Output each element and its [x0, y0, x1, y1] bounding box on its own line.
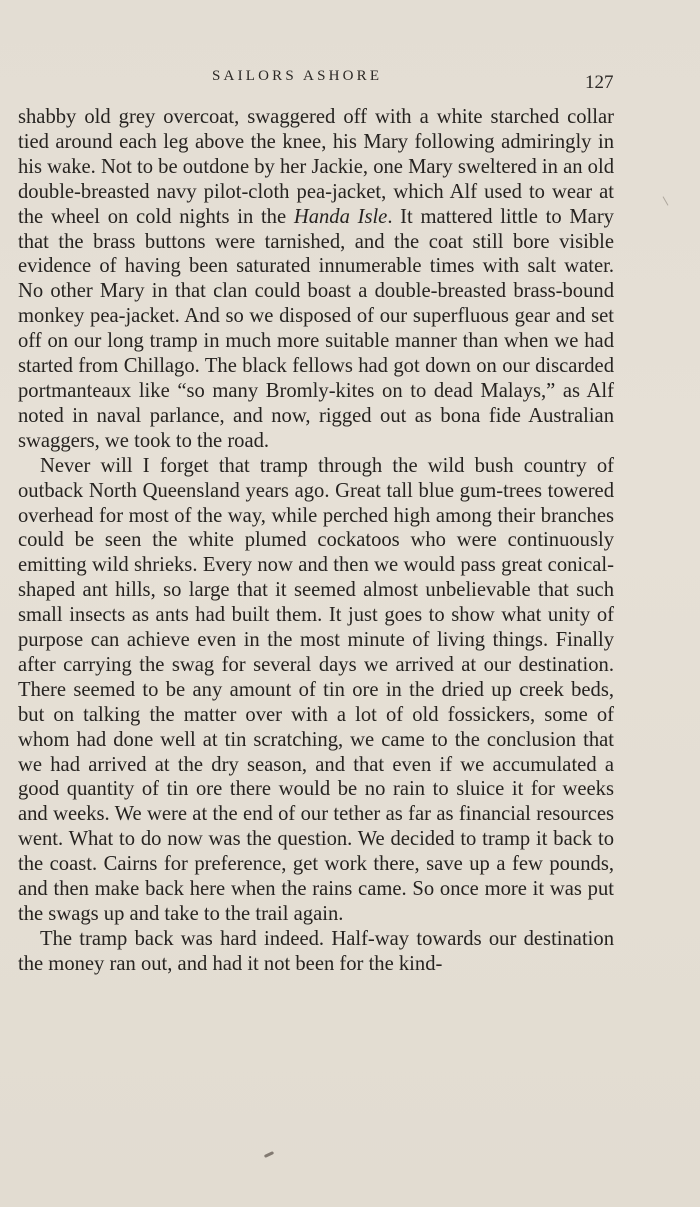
- body-text: [18, 105, 614, 977]
- ship-name: Handa Isle: [293, 205, 388, 228]
- paragraph-1: [18, 105, 614, 454]
- paper-fleck: [264, 1151, 274, 1158]
- running-head: SAILORS ASHORE: [212, 68, 383, 84]
- paragraph-2: Never will I forget that tramp through the wild bush country of outback North Queensland years ago. Great tall blue gum-trees towered overhead for most of the way, while perched high among their branches could be seen the white plumed cockatoos who were continuously emitting wild shrieks. Every now and then we would pass great conical-shaped ant hills, so large that it seemed almost unbelievable that such small insects as ants had built them. It just goes to show what unity of purpose can achieve even in the most minute of living things. Finally after carrying the swag for several days we arrived at our destination. There seemed to be any amount of tin ore in the dried up creek beds, but on talking the matter over with a lot of old fossickers, some of whom had done well at tin scratching, we came to the conclusion that we had arrived at the dry season, and that even if we accumulated a good quantity of tin ore there would be no rain to sluice it for weeks and weeks. We were at the end of our tether as far as financial resources went. What to do now was the question. We decided to tramp it back to the coast. Cairns for preference, get work there, save up a few pounds, and then make back here when the rains came. So once more it was put the swags up and take to the trail again.: [18, 454, 614, 925]
- page-number: 127: [585, 72, 614, 93]
- paragraph-1-part-1: shabby old grey overcoat, swaggered off with a white starched collar tied around each leg above the knee, his Mary following admiringly in his wake. Not to be outdone by her Jackie, one Mary sweltered in an old double-breasted navy pilot-cloth pea-jacket, which Alf used to wear at the wheel on cold nights in the: [18, 106, 614, 228]
- paragraph-1-part-2: . It mattered little to Mary that the brass buttons were tarnished, and the coat still bore visible evidence of having been saturated innumerable times with salt water. No other Mary in that clan could boast a double-breasted brass-bound monkey pea-jacket. And so we disposed of our superfluous gear and set off on our long tramp in much more suitable manner than when we had started from Chillago. The black fellows had got down on our discarded portmanteaux like “so many Bromly-kites on to dead Malays,” as Alf noted in naval parlance, and now, rigged out as bona fide Australian swaggers, we took to the road.: [18, 205, 614, 452]
- paragraph-3: The tramp back was hard indeed. Half-way towards our destination the money ran out, and had it not been for the kind-: [18, 927, 614, 975]
- paper-mark: [663, 196, 669, 205]
